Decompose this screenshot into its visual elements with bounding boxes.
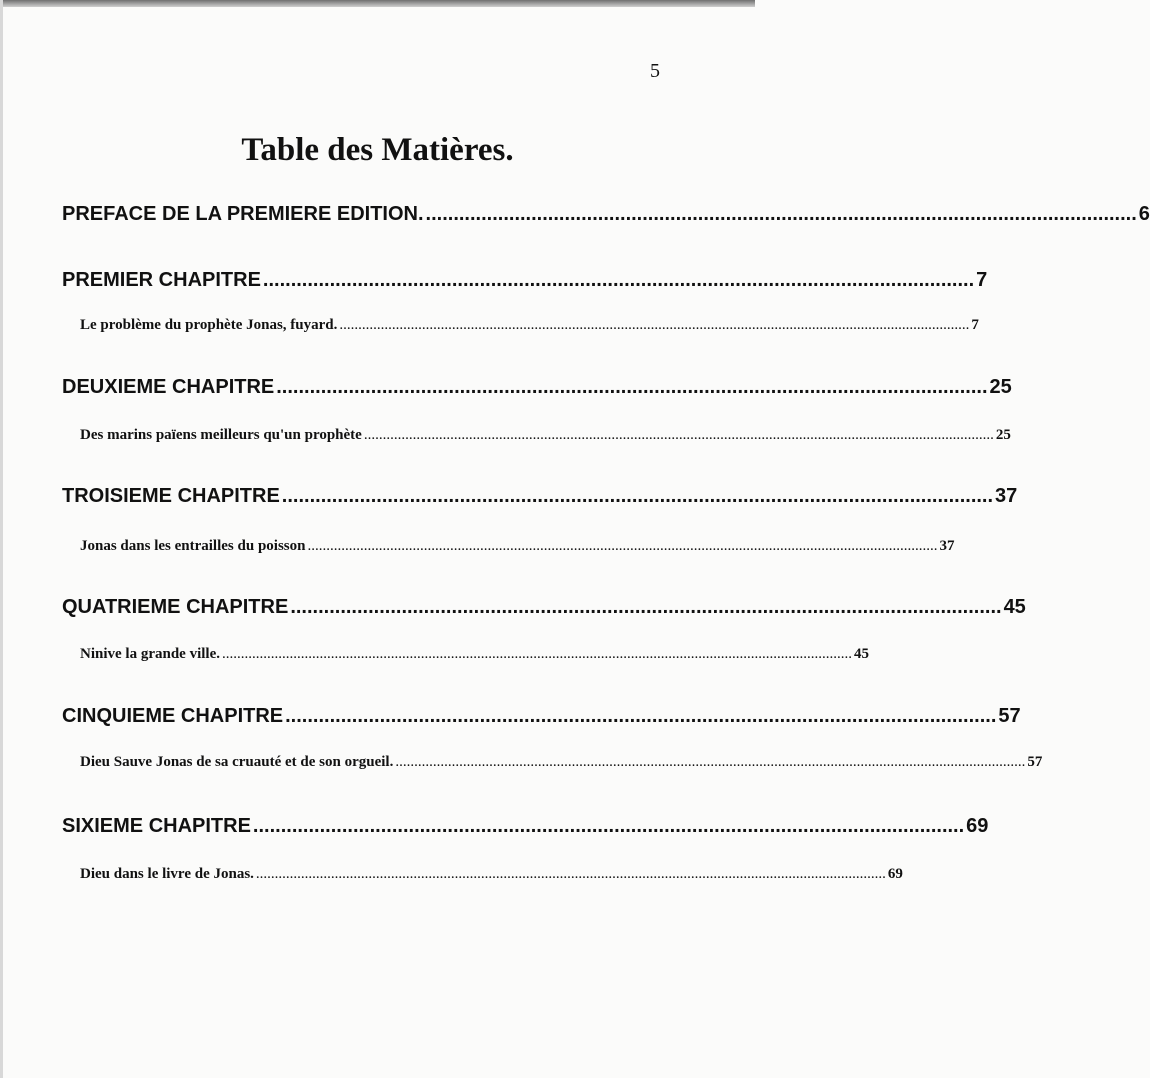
dot-leader: ................................................................................................................................	[290, 596, 1002, 618]
toc-subentry-page: 37	[939, 538, 955, 554]
toc-entry-title: CINQUIEME CHAPITRE	[62, 705, 284, 727]
toc-subentry-page: 25	[995, 427, 1011, 443]
toc-entry-title: PREFACE DE LA PREMIERE EDITION.	[62, 203, 424, 225]
toc-subentry-title: Des marins païens meilleurs qu'un prophète	[80, 427, 362, 443]
toc-entry-page: 37	[995, 485, 1018, 507]
toc-subentry-chapter-6	[80, 866, 903, 883]
toc-entry-page: 69	[966, 815, 989, 837]
toc-entry-chapter-6	[62, 815, 989, 838]
dot-leader: ........................................................................................................................................................................	[255, 866, 886, 882]
toc-subentry-chapter-3	[80, 538, 955, 555]
toc-entry-chapter-1	[62, 269, 988, 292]
dot-leader: ........................................................................................................................................................................	[363, 427, 994, 443]
toc-subentry-page: 69	[887, 866, 903, 882]
dot-leader: ........................................................................................................................................................................	[307, 538, 938, 554]
toc-entry-title: DEUXIEME CHAPITRE	[62, 376, 275, 398]
toc-subentry-title: Dieu Sauve Jonas de sa cruauté et de son orgueil.	[80, 754, 394, 770]
toc-entry-page: 45	[1003, 596, 1026, 618]
toc-entry-chapter-2	[62, 376, 1012, 399]
toc-subentry-title: Le problème du prophète Jonas, fuyard.	[80, 317, 338, 333]
toc-entry-chapter-5	[62, 705, 1021, 728]
toc-subentry-chapter-5	[80, 754, 1043, 771]
dot-leader: ................................................................................................................................	[425, 203, 1137, 225]
toc-entry-chapter-3	[62, 485, 1018, 508]
dot-leader: ................................................................................................................................	[281, 485, 994, 507]
toc-subentry-page: 7	[971, 317, 979, 333]
page-number: 5	[650, 60, 660, 82]
toc-entry-preface	[62, 203, 1150, 226]
toc-subentry-chapter-2	[80, 427, 1011, 444]
toc-entry-page: 7	[976, 269, 988, 291]
toc-subentry-page: 45	[854, 646, 869, 662]
toc-entry-page: 57	[998, 705, 1021, 727]
toc-subentry-title: Ninive la grande ville.	[80, 646, 220, 662]
dot-leader: ................................................................................................................................	[262, 269, 975, 291]
toc-entry-page: 6	[1138, 203, 1150, 225]
toc-entry-title: QUATRIEME CHAPITRE	[62, 596, 289, 618]
dot-leader: ........................................................................................................................................................................	[395, 754, 1026, 770]
toc-subentry-chapter-4	[80, 646, 869, 663]
toc-entry-page: 25	[989, 376, 1012, 398]
dot-leader: ................................................................................................................................	[285, 705, 997, 727]
toc-subentry-title: Jonas dans les entrailles du poisson	[80, 538, 306, 554]
dot-leader: ................................................................................................................................	[276, 376, 988, 398]
dot-leader: ........................................................................................................................................................................	[222, 646, 852, 662]
toc-subentry-chapter-1	[80, 317, 979, 334]
toc-entry-chapter-4	[62, 596, 1026, 619]
toc-entry-title: TROISIEME CHAPITRE	[62, 485, 280, 507]
dot-leader: ................................................................................................................................	[252, 815, 965, 837]
toc-entry-title: SIXIEME CHAPITRE	[62, 815, 251, 837]
toc-subentry-page: 57	[1027, 754, 1043, 770]
toc-entry-title: PREMIER CHAPITRE	[62, 269, 261, 291]
dot-leader: ........................................................................................................................................................................	[339, 317, 970, 333]
toc-title: Table des Matières.	[241, 132, 514, 168]
toc-subentry-title: Dieu dans le livre de Jonas.	[80, 866, 254, 882]
